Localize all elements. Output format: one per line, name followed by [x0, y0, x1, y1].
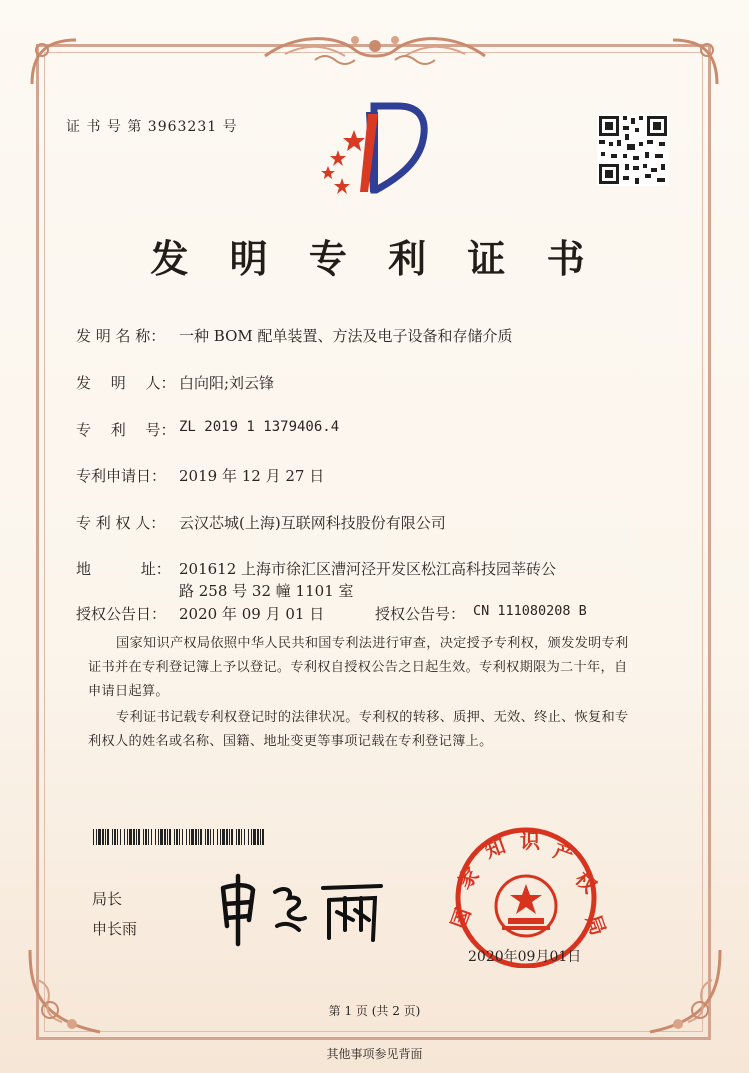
patent-number-label: 专 利 号： [76, 421, 176, 439]
address-value-line2: 路 258 号 32 幢 1101 室 [179, 582, 354, 600]
director-title: 局长 [92, 890, 123, 908]
seal-date: 2020年09月01日 [468, 949, 582, 965]
address-label: 地 址： [76, 560, 171, 578]
bottom-right-ornament-icon [640, 940, 730, 1040]
paragraph2-line1: 专利证书记载专利权登记时的法律状况。专利权的转移、质押、无效、终止、恢复和专 [116, 710, 629, 725]
corner-ornament-icon [667, 34, 723, 90]
page-number: 第 1 页 (共 2 页) [328, 1004, 421, 1018]
director-signature-icon [205, 868, 395, 948]
invention-name-value: 一种 BOM 配单装置、方法及电子设备和存储介质 [179, 327, 513, 345]
paragraph1-line1: 国家知识产权局依照中华人民共和国专利法进行审查，决定授予专利权，颁发发明专利 [116, 636, 629, 651]
bottom-left-ornament-icon [20, 940, 110, 1040]
grant-number-label: 授权公告号： [375, 605, 466, 623]
top-ornament-icon [255, 26, 495, 72]
director-name: 申长雨 [92, 920, 138, 938]
svg-text:权: 权 [570, 866, 602, 898]
grant-number-value: CN 111080208 B [473, 603, 587, 619]
svg-text:国: 国 [446, 904, 476, 932]
patentee-value: 云汉芯城(上海)互联网科技股份有限公司 [179, 514, 446, 532]
svg-text:家: 家 [452, 862, 484, 894]
footer-note: 其他事项参见背面 [326, 1047, 423, 1061]
svg-text:局: 局 [581, 911, 611, 939]
patentee-label: 专 利 权 人： [76, 514, 166, 532]
patent-number-value: ZL 2019 1 1379406.4 [179, 419, 340, 435]
svg-text:识: 识 [520, 829, 540, 853]
barcode-icon [93, 829, 266, 845]
application-date-value: 2019 年 12 月 27 日 [179, 467, 325, 485]
qr-code-icon [597, 114, 669, 186]
paragraph1-line2: 证书并在专利登记簿上予以登记。专利权自授权公告之日起生效。专利权期限为二十年，自 [88, 660, 628, 675]
inventor-label: 发 明 人： [76, 374, 176, 392]
paragraph2-line2: 利权人的姓名或名称、国籍、地址变更等事项记载在专利登记簿上。 [88, 734, 493, 749]
paragraph1-line3: 申请日起算。 [88, 684, 169, 699]
corner-ornament-icon [26, 34, 82, 90]
inventor-value: 白向阳;刘云锋 [179, 374, 275, 392]
certificate-title: 发 明 专 利 证 书 [150, 236, 599, 281]
application-date-label: 专利申请日： [76, 467, 167, 485]
svg-text:知: 知 [481, 833, 509, 863]
invention-name-label: 发 明 名 称： [76, 327, 166, 345]
svg-text:产: 产 [550, 838, 578, 868]
patent-office-logo-icon [312, 100, 430, 196]
certificate-number: 证 书 号 第 3963231 号 [66, 119, 238, 135]
grant-date-label: 授权公告日： [76, 605, 167, 623]
address-value-line1: 201612 上海市徐汇区漕河泾开发区松江高科技园莘砖公 [179, 560, 557, 578]
grant-date-value: 2020 年 09 月 01 日 [179, 605, 325, 623]
